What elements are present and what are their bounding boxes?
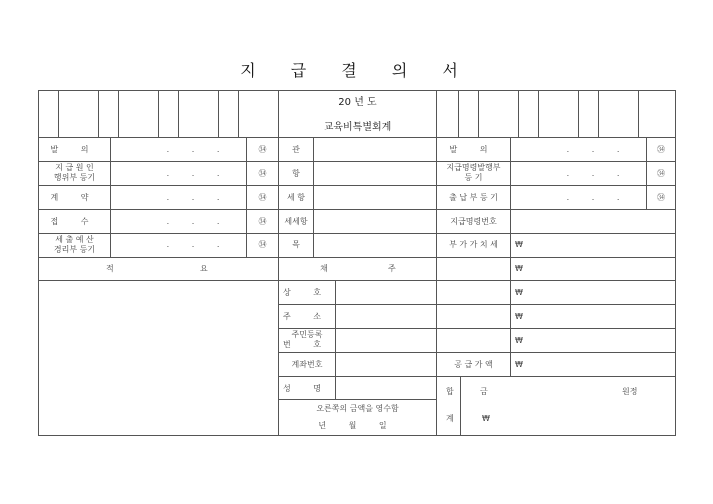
- creditor-label-jumin-line2: 번 호: [283, 340, 331, 349]
- creditor-label-jumin-line1: 주민등록: [291, 330, 323, 339]
- total-label-hap: 합: [446, 387, 454, 396]
- right-label-vat: 부 가 가 치 세: [449, 240, 498, 249]
- summary-header-char2: 요: [200, 264, 208, 273]
- won-mark: ₩: [515, 336, 523, 345]
- receipt-date: 년 월 일: [318, 421, 397, 430]
- left-label-balui: 발 의: [50, 145, 99, 154]
- creditor-label-juso: 주 소: [283, 312, 331, 321]
- won-mark: ₩: [515, 264, 523, 273]
- won-mark: ₩: [515, 288, 523, 297]
- seal-mark: ㉞: [258, 217, 267, 226]
- left-label-sechul-line2: 경리부 등기: [53, 245, 96, 254]
- date-placeholder: . . .: [166, 145, 230, 154]
- document-title: 지 급 결 의 서: [240, 61, 473, 80]
- date-placeholder: . . .: [566, 145, 630, 154]
- budget-label-sehang: 세 항: [287, 193, 305, 202]
- amount-label-geum: 금: [480, 387, 488, 396]
- seal-mark: ㉞: [657, 193, 665, 202]
- creditor-label-gyejwa: 계좌번호: [291, 360, 323, 369]
- right-label-myeongryeong: 지급명령번호: [450, 217, 497, 226]
- creditor-header-char1: 채: [320, 264, 328, 273]
- left-label-jigeub-line1: 지 급 원 인: [55, 163, 94, 172]
- budget-label-hang: 항: [292, 169, 300, 178]
- total-label-gye: 계: [446, 414, 454, 423]
- date-placeholder: . . .: [166, 193, 230, 202]
- date-placeholder: . . .: [566, 169, 630, 178]
- won-mark: ₩: [515, 240, 523, 249]
- won-mark: ₩: [515, 360, 523, 369]
- left-label-sechul-line1: 세 출 예 산: [55, 235, 94, 244]
- left-label-jeopsu: 접 수: [50, 217, 99, 226]
- won-mark: ₩: [482, 414, 490, 423]
- amount-label-wonjeong: 원정: [622, 387, 638, 396]
- date-placeholder: . . .: [166, 240, 230, 249]
- right-label-chulnap: 출 납 부 등 기: [449, 193, 498, 202]
- account-name: 교육비특별회계: [323, 122, 392, 133]
- won-mark: ₩: [515, 312, 523, 321]
- receipt-statement: 오른쪽의 금액을 영수함: [316, 404, 399, 413]
- creditor-header-char2: 주: [388, 264, 396, 273]
- date-placeholder: . . .: [566, 193, 630, 202]
- creditor-label-seongmyeong: 성 명: [283, 384, 331, 393]
- right-label-jigeub: [437, 163, 510, 183]
- seal-mark: ㉞: [258, 193, 267, 202]
- budget-label-mok: 목: [292, 240, 300, 249]
- seal-mark: ㉞: [258, 240, 267, 249]
- left-label-jigeub: [39, 163, 110, 183]
- right-label-jigeub-line1: 지급명령발행부: [446, 163, 501, 172]
- left-label-sechul: [39, 235, 110, 255]
- right-label-balui: 발 의: [449, 145, 498, 154]
- left-label-jigeub-line2: 행위부 등기: [53, 173, 96, 182]
- budget-label-gwan: 관: [292, 145, 300, 154]
- date-placeholder: . . .: [166, 169, 230, 178]
- right-label-jigeub-line2: 등 기: [464, 173, 483, 182]
- creditor-label-jumin: [279, 330, 335, 350]
- date-placeholder: . . .: [166, 217, 230, 226]
- left-label-gyeyak: 계 약: [50, 193, 99, 202]
- seal-mark: ㉞: [657, 169, 665, 178]
- seal-mark: ㉞: [657, 145, 665, 154]
- supply-amount-label: 공 급 가 액: [454, 360, 493, 369]
- budget-label-sesehang: 세세항: [284, 217, 308, 226]
- seal-mark: ㉞: [258, 145, 267, 154]
- creditor-label-sangho: 상 호: [283, 288, 331, 297]
- summary-header-char1: 적: [106, 264, 114, 273]
- fiscal-year: 20 년 도: [338, 97, 377, 108]
- seal-mark: ㉞: [258, 169, 267, 178]
